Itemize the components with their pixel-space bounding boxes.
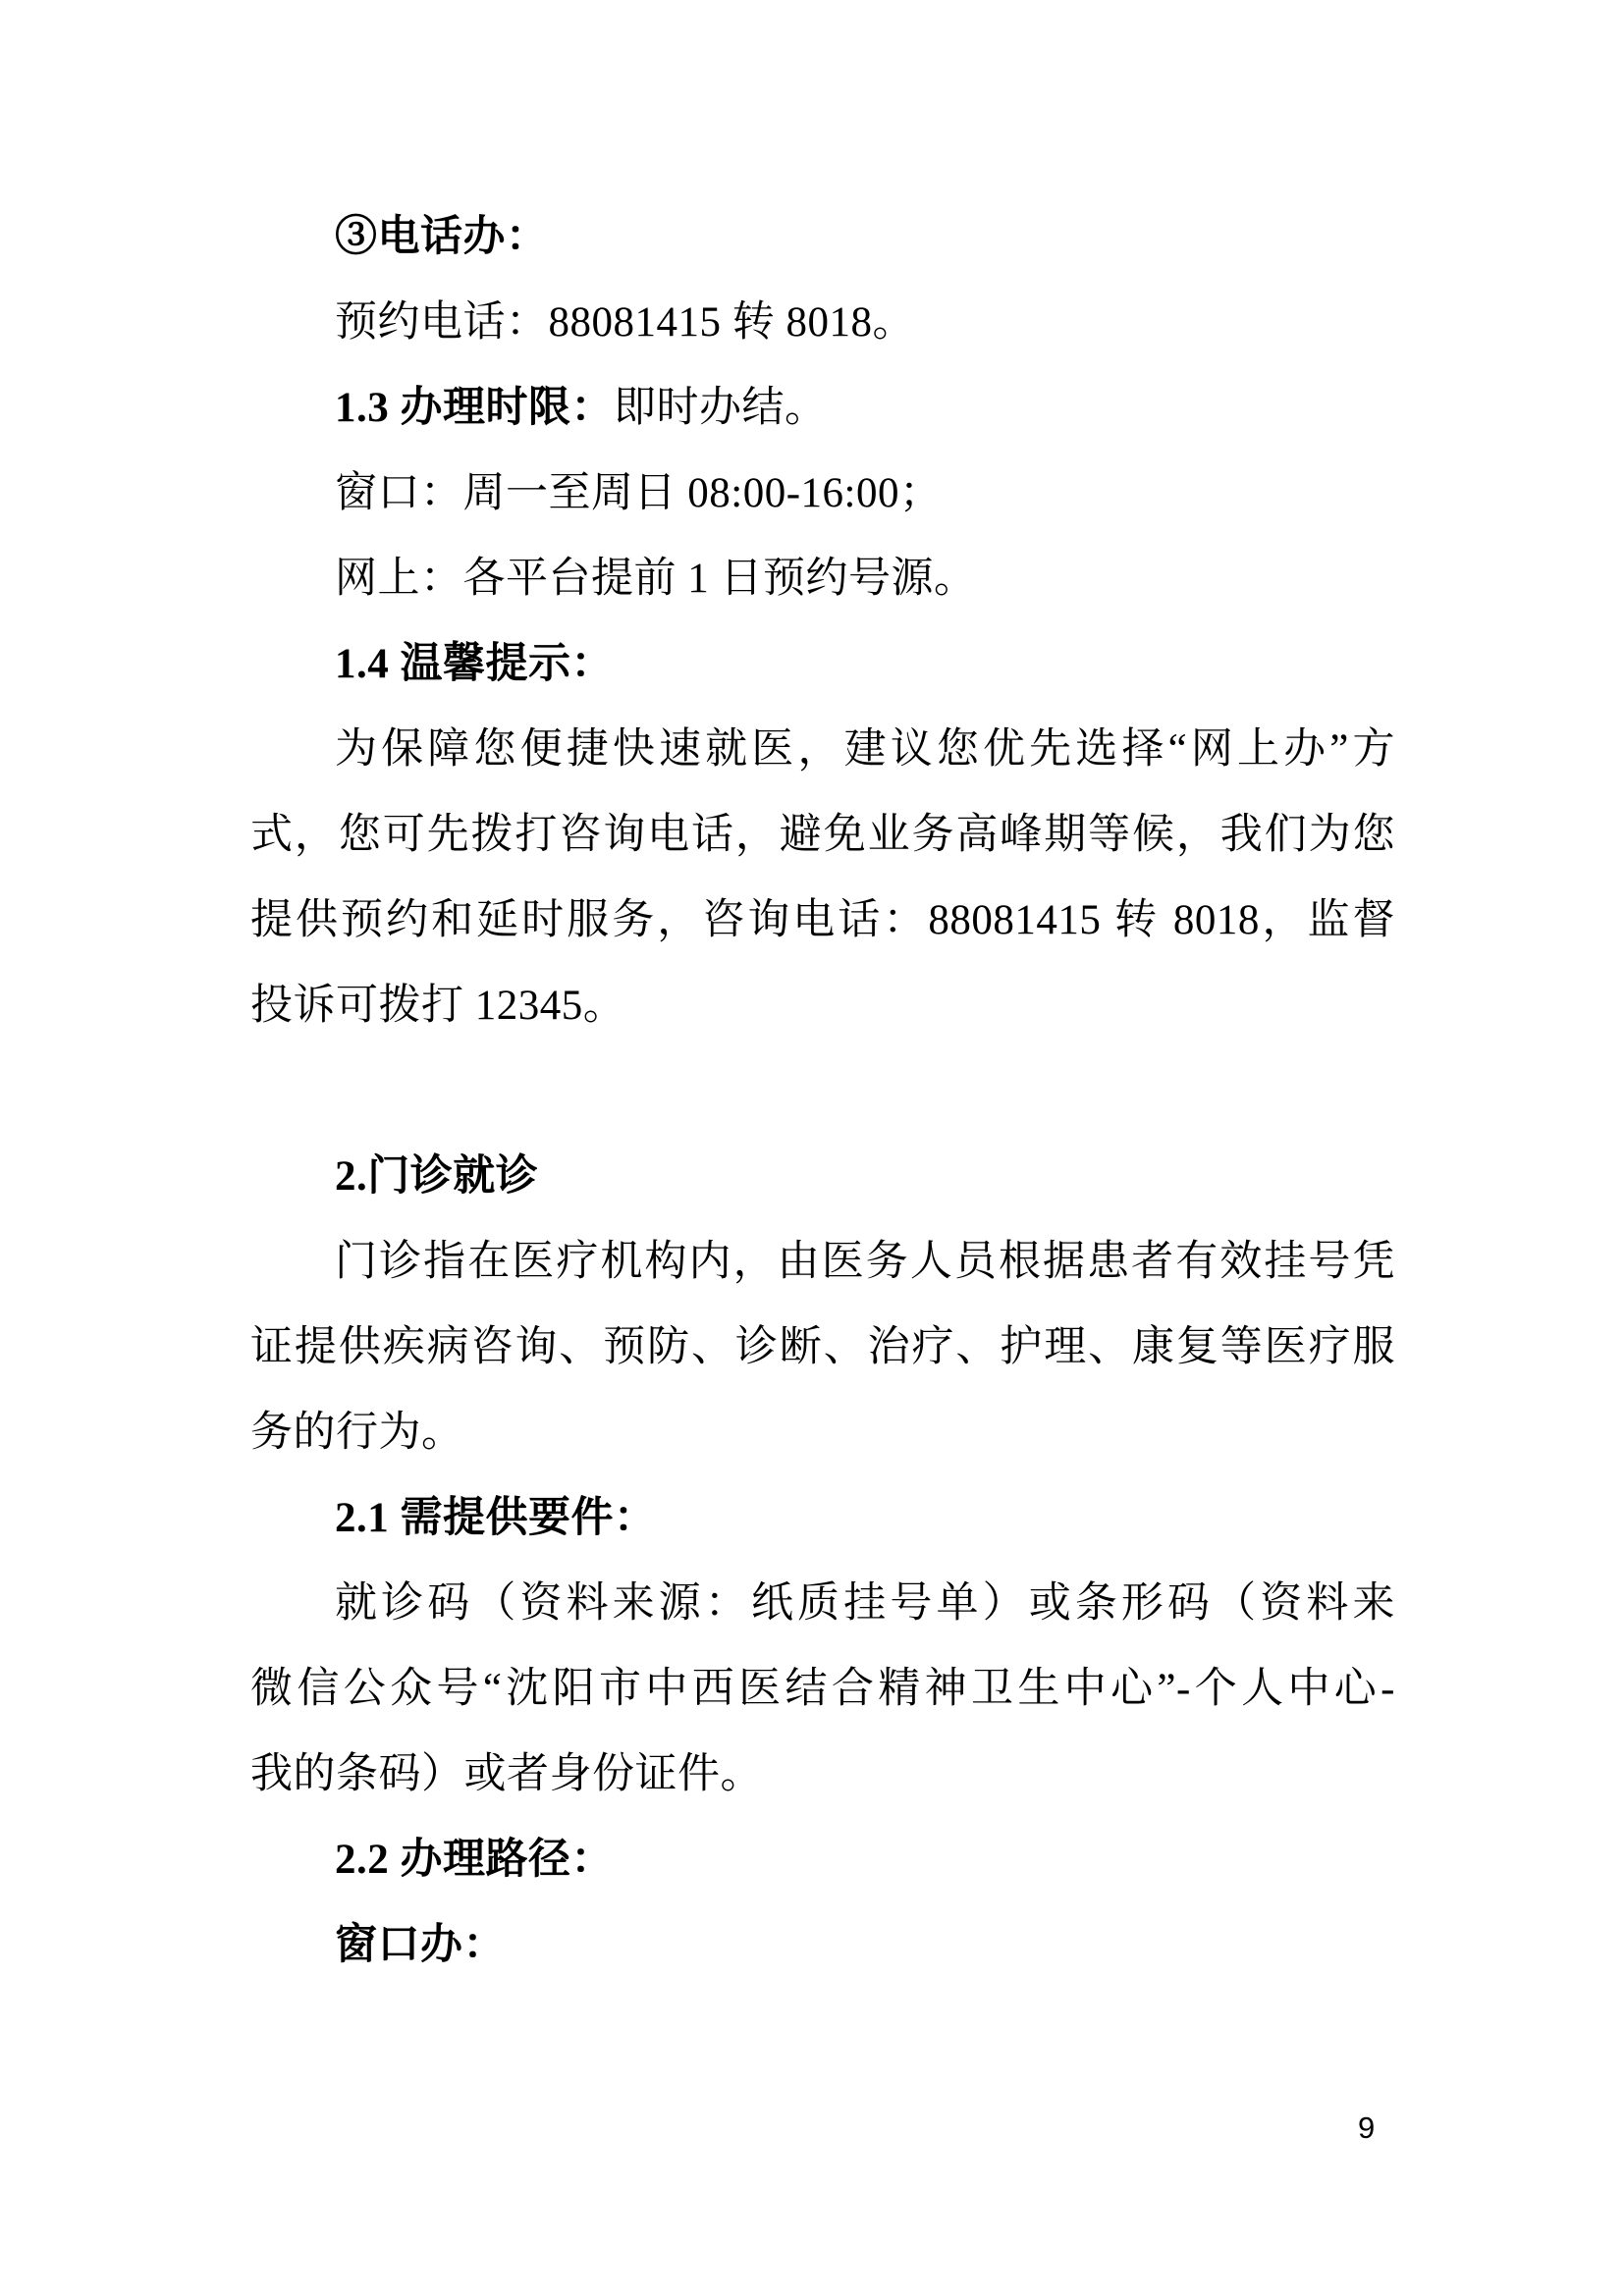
heading-text-run: 1.4 温馨提示：: [335, 641, 614, 687]
body-text-run: 我的条码）或者身份证件。: [250, 1751, 763, 1797]
body-text-run: 网上：各平台提前 1 日预约号源。: [335, 556, 977, 602]
heading-text-run: ③电话办：: [335, 214, 549, 260]
heading-text-run: 窗口办：: [335, 1922, 506, 1968]
body-text-run: 即时办结。: [614, 385, 828, 431]
body-text-run: 窗口：周一至周日 08:00-16:00；: [335, 470, 943, 516]
text-line: [250, 1219, 1395, 1305]
text-line: [250, 1390, 1395, 1475]
body-text-run: 提供预约和延时服务，咨询电话：88081415 转 8018，监督: [250, 897, 1395, 943]
heading-text-run: 2.门诊就诊: [335, 1153, 539, 1200]
heading-text-run: 1.3 办理时限：: [335, 385, 614, 431]
text-line: [250, 280, 1395, 365]
body-text-run: 务的行为。: [250, 1410, 464, 1456]
page-number: 9: [1358, 2110, 1376, 2145]
body-text-run: 证提供疾病咨询、预防、诊断、治疗、护理、康复等医疗服: [250, 1324, 1395, 1370]
text-line: [250, 1561, 1395, 1646]
text-line: [250, 707, 1395, 792]
body-text-run: 式，您可先拨打咨询电话，避免业务高峰期等候，我们为您: [250, 812, 1395, 858]
body-text-run: 投诉可拨打 12345。: [250, 983, 626, 1029]
text-line: [250, 365, 1395, 451]
text-line: [250, 792, 1395, 878]
text-line: [250, 1475, 1395, 1561]
body-text-run: 预约电话：88081415 转 8018。: [335, 299, 915, 346]
text-line: [250, 963, 1395, 1048]
body-text-run: 微信公众号“沈阳市中西医结合精神卫生中心”-个人中心-: [250, 1666, 1395, 1712]
heading-text-run: 2.1 需提供要件：: [335, 1495, 657, 1541]
text-line: [250, 1817, 1395, 1902]
body-text-run: 门诊指在医疗机构内，由医务人员根据患者有效挂号凭: [335, 1239, 1395, 1285]
text-line: [250, 1305, 1395, 1390]
body-text-run: 就诊码（资料来源：纸质挂号单）或条形码（资料来: [335, 1580, 1395, 1627]
text-line: [250, 194, 1395, 280]
text-line: [250, 1646, 1395, 1732]
body-text-run: 为保障您便捷快速就医，建议您优先选择“网上办”方: [335, 726, 1395, 773]
text-line: [250, 878, 1395, 963]
blank-line: [250, 1048, 1395, 1134]
text-line: [250, 621, 1395, 707]
text-line: [250, 536, 1395, 621]
text-line: [250, 1134, 1395, 1219]
heading-text-run: 2.2 办理路径：: [335, 1837, 614, 1883]
document-body: [250, 194, 1395, 1988]
text-line: [250, 1902, 1395, 1988]
text-line: [250, 451, 1395, 536]
text-line: [250, 1732, 1395, 1817]
